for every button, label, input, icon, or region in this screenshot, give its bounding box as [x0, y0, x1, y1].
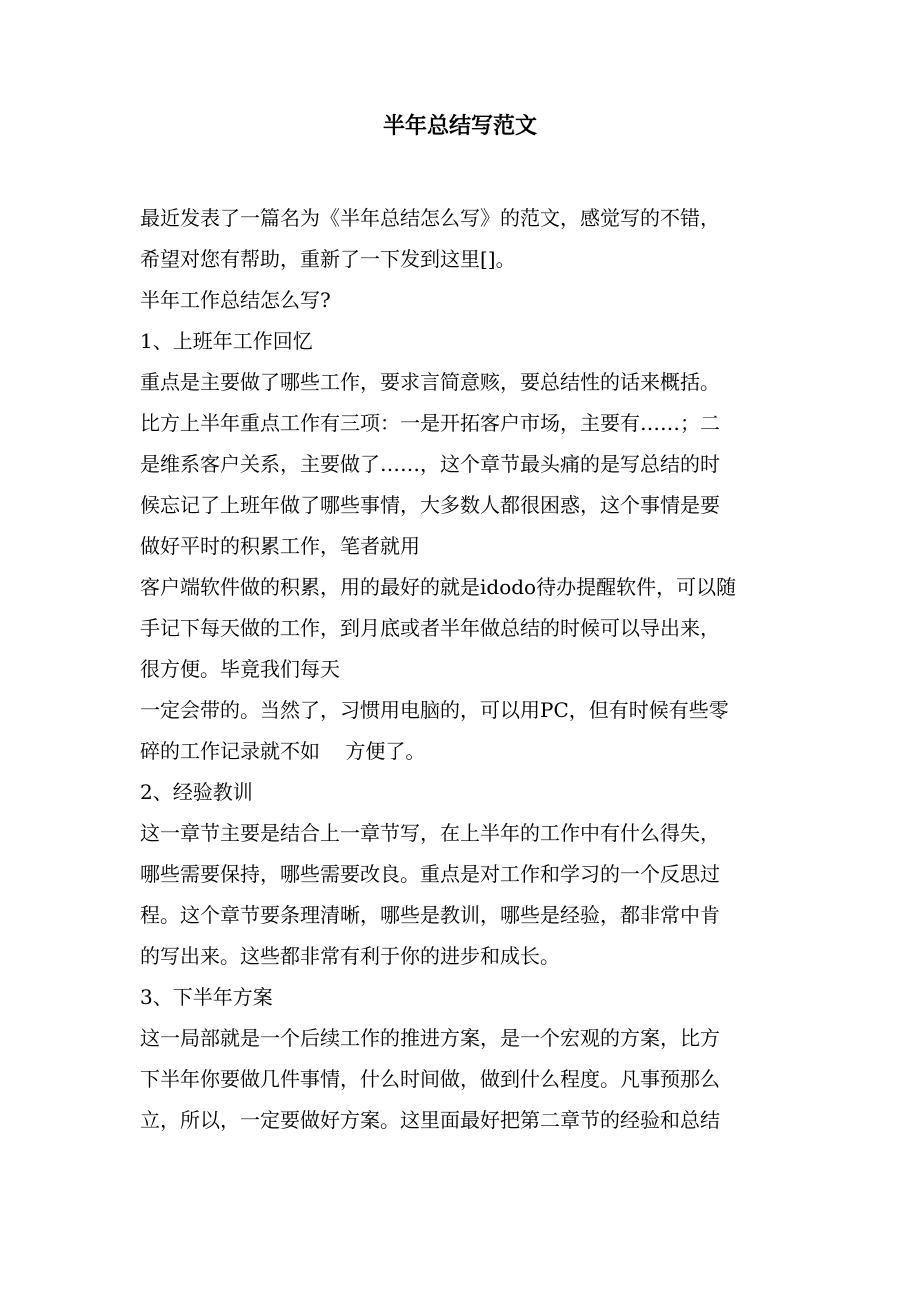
text-line: 碎的工作记录就不如 方便了。 [140, 739, 426, 763]
text-line: 一定会带的。当然了，习惯用电脑的，可以用PC，但有时候有些零 [140, 698, 729, 722]
text-line: 很方便。毕竟我们每天 [140, 657, 340, 681]
text-line: 最近发表了一篇名为《半年总结怎么写》的范文，感觉写的不错， [140, 206, 720, 230]
section-heading: 2、经验教训 [140, 780, 253, 804]
text-line: 下半年你要做几件事情，什么时间做，做到什么程度。凡事预那么 [140, 1067, 720, 1091]
text-line: 是维系客户关系，主要做了……，这个章节最头痛的是写总结的时 [140, 452, 720, 476]
text-line: 手记下每天做的工作，到月底或者半年做总结的时候可以导出来， [140, 616, 720, 640]
text-line: 比方上半年重点工作有三项：一是开拓客户市场，主要有……；二 [140, 411, 720, 435]
text-line: 希望对您有帮助，重新了一下发到这里[]。 [140, 247, 516, 271]
section-heading: 1、上班年工作回忆 [140, 329, 313, 353]
text-line: 客户端软件做的积累，用的最好的就是idodo待办提醒软件，可以随 [140, 575, 737, 599]
text-line: 哪些需要保持，哪些需要改良。重点是对工作和学习的一个反思过 [140, 862, 720, 886]
text-line: 半年工作总结怎么写? [140, 288, 331, 312]
text-line: 这一局部就是一个后续工作的推进方案，是一个宏观的方案，比方 [140, 1026, 720, 1050]
document-body [140, 198, 790, 1141]
text-line: 重点是主要做了哪些工作，要求言简意赅，要总结性的话来概括。 [140, 370, 720, 394]
text-line: 做好平时的积累工作，笔者就用 [140, 534, 420, 558]
text-line: 候忘记了上班年做了哪些事情，大多数人都很困惑，这个事情是要 [140, 493, 720, 517]
section-heading: 3、下半年方案 [140, 985, 273, 1009]
text-line: 的写出来。这些都非常有利于你的进步和成长。 [140, 944, 560, 968]
text-line: 立，所以，一定要做好方案。这里面最好把第二章节的经验和总结 [140, 1108, 720, 1132]
text-line: 程。这个章节要条理清晰，哪些是教训，哪些是经验，都非常中肯 [140, 903, 720, 927]
text-line: 这一章节主要是结合上一章节写，在上半年的工作中有什么得失， [140, 821, 720, 845]
document-title: 半年总结写范文 [382, 114, 537, 139]
